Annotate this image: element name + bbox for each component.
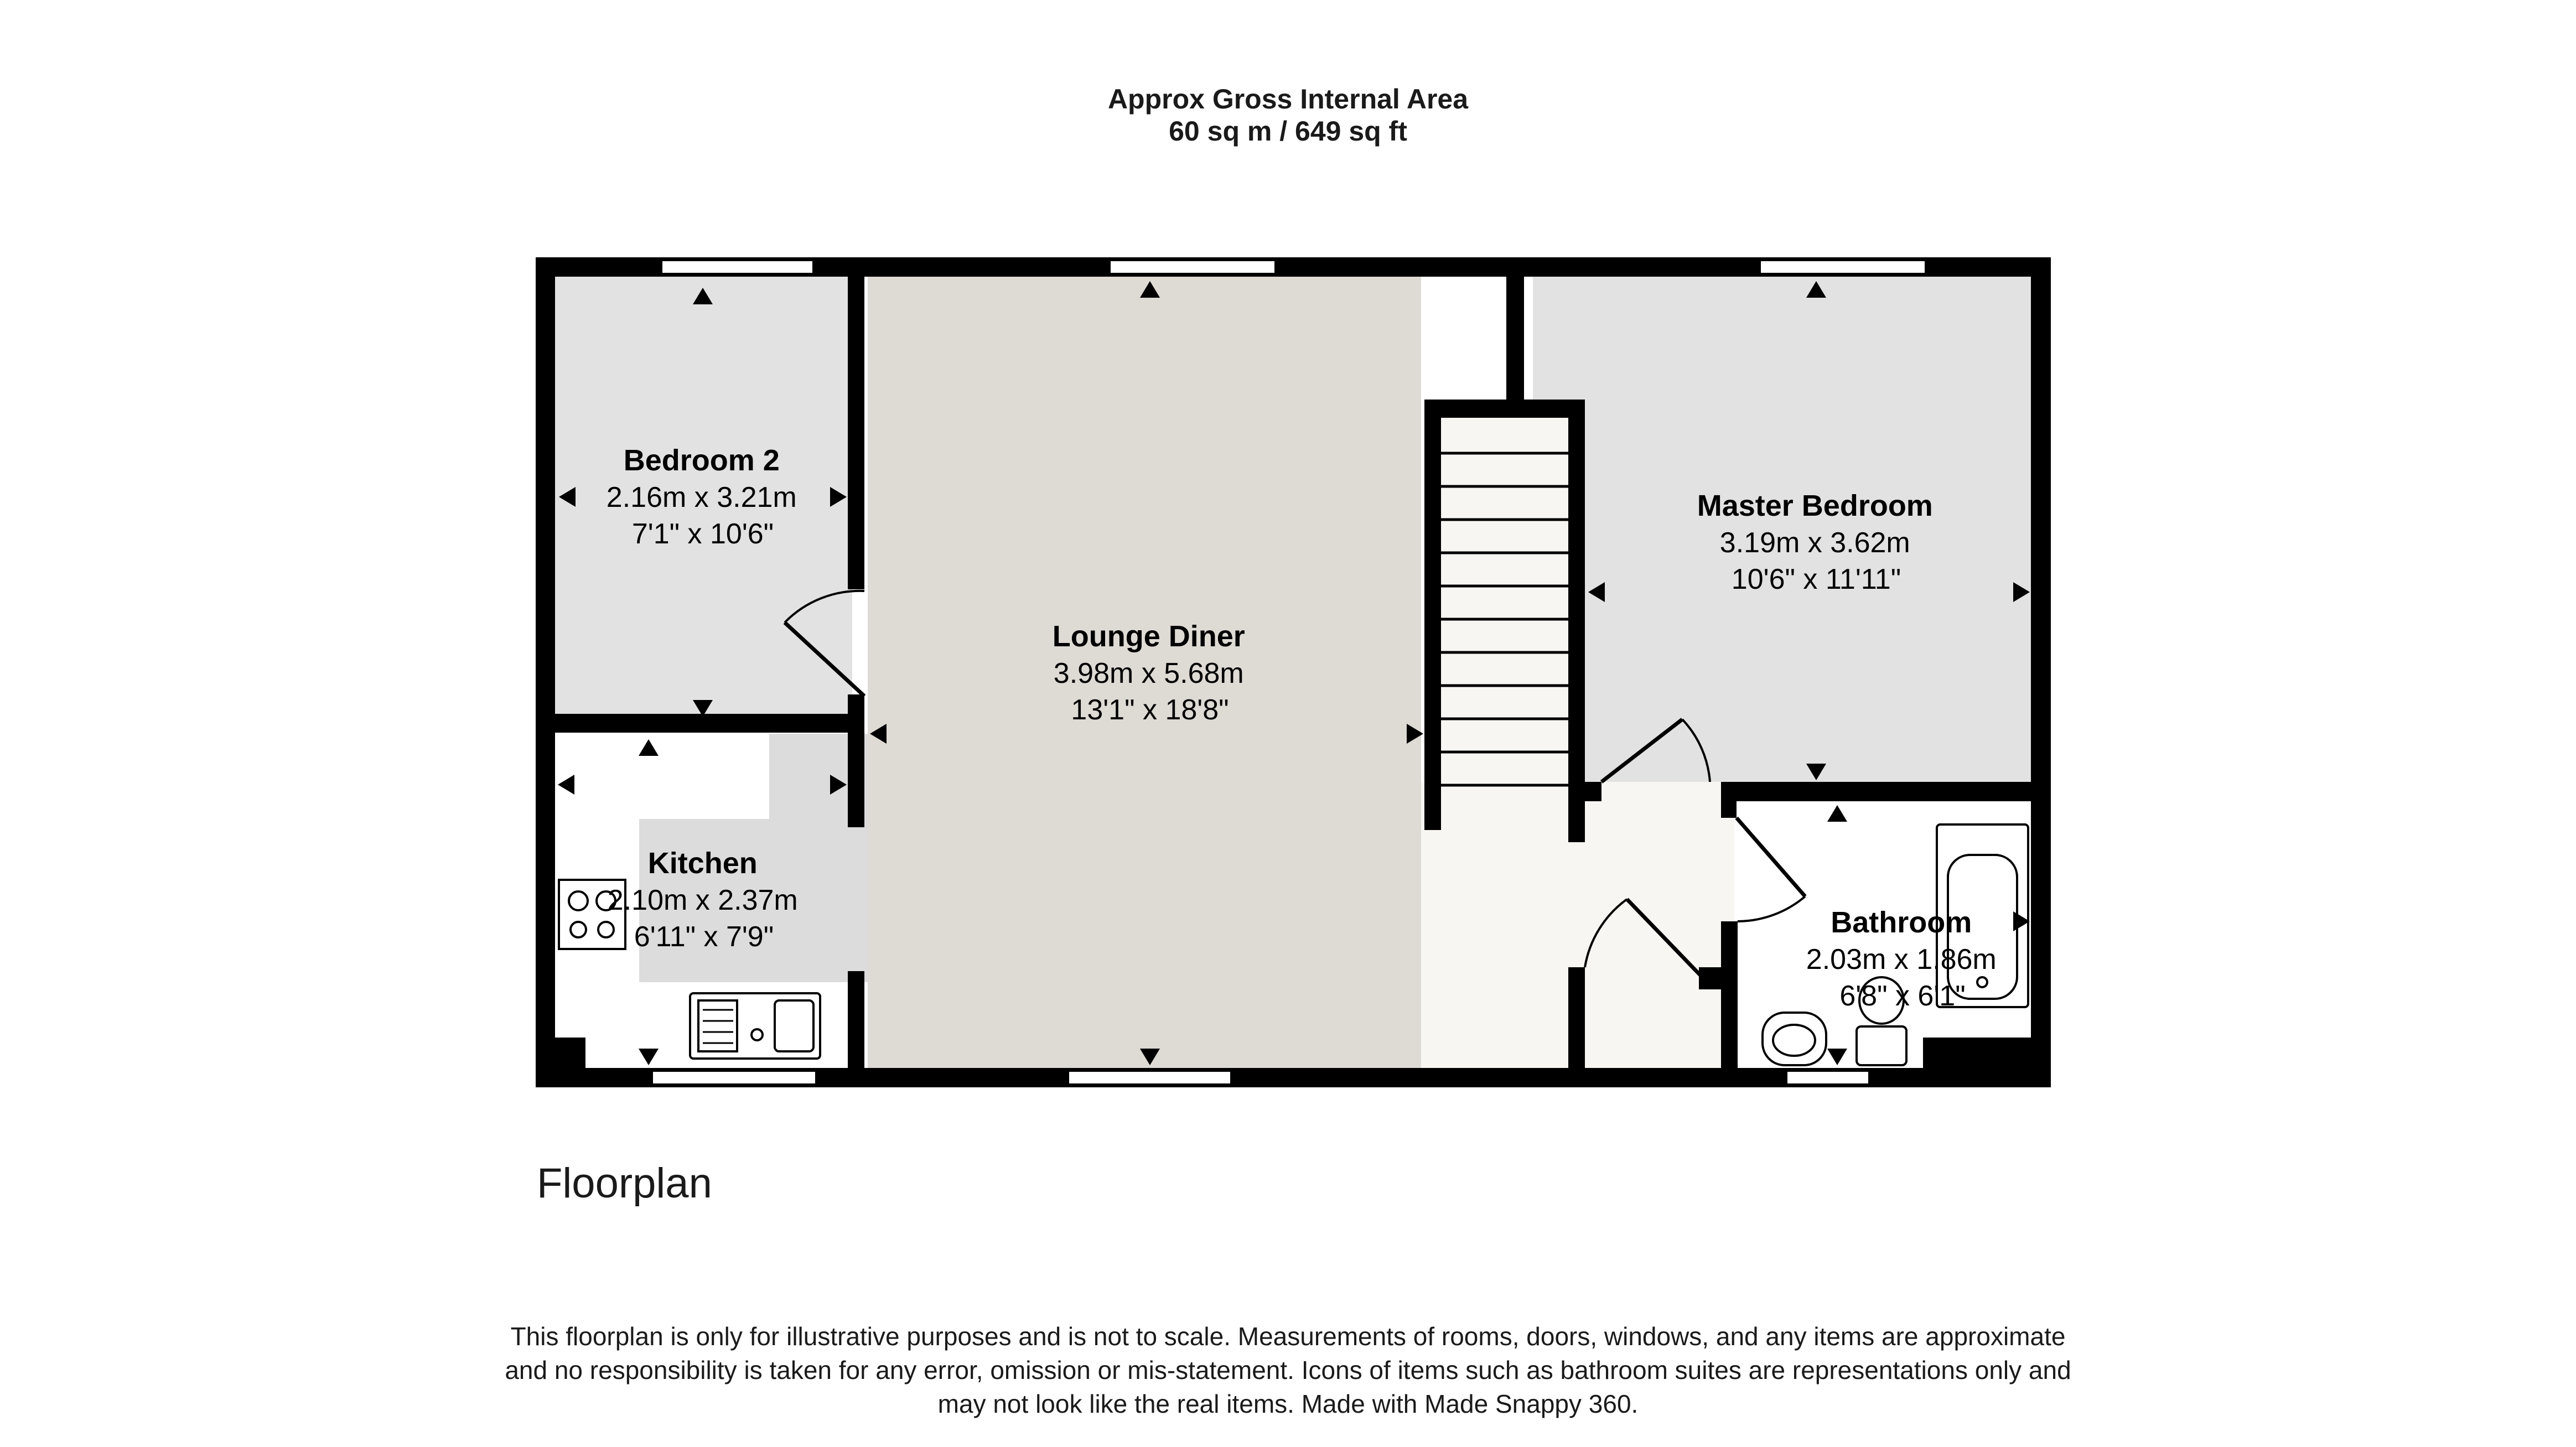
window-bedroom2 (661, 260, 813, 274)
wall-left (536, 257, 555, 1087)
wall-stair-top (1424, 400, 1585, 418)
wall-kitchen-corner (555, 1038, 585, 1068)
floorplan-label: Floorplan (537, 1160, 712, 1207)
wall-kitchen-lounge-stub (848, 971, 864, 1068)
master-metric: 3.19m x 3.62m (1719, 527, 1910, 559)
master-imperial: 10'6" x 11'11" (1731, 563, 1901, 595)
wall-hall-bath-upper (1721, 782, 1737, 818)
bedroom2-name: Bedroom 2 (623, 444, 780, 477)
bedroom2-imperial: 7'1" x 10'6" (631, 518, 774, 550)
washbasin-icon (1763, 1013, 1826, 1065)
wall-bath-corner (1923, 1038, 2031, 1068)
wall-stair-left (1424, 400, 1441, 830)
disclaimer-line-1: This floorplan is only for illustrative purposes and is not to scale. Measurements of rooms, doors, windows, and any items are approximate (510, 1322, 2066, 1351)
wall-hall-bath-lower (1721, 921, 1738, 1068)
disclaimer (443, 1320, 2133, 1421)
wall-hall-master-stub (1585, 782, 1601, 801)
bathroom-name: Bathroom (1831, 906, 1972, 939)
lounge-imperial: 13'1" x 18'8" (1071, 694, 1229, 726)
wall-master-bottom (1727, 782, 2031, 801)
master-label (1697, 489, 1936, 595)
lounge-name: Lounge Diner (1052, 620, 1245, 653)
bedroom2-label (607, 444, 799, 550)
sink-icon (690, 993, 820, 1059)
window-master (1760, 260, 1926, 274)
disclaimer-line-2: and no responsibility is taken for any error, omission or mis-statement. Icons of items such as bathroom suites are representations only and (505, 1356, 2071, 1384)
window-lounge-bottom (1068, 1071, 1231, 1085)
bathroom-metric: 2.03m x 1.86m (1806, 943, 1997, 976)
area-title: Approx Gross Internal Area (1107, 84, 1469, 115)
area-value: 60 sq m / 649 sq ft (1169, 116, 1407, 147)
kitchen-imperial: 6'11" x 7'9" (634, 921, 774, 953)
wall-bed2-kitchen (555, 714, 864, 733)
kitchen-name: Kitchen (647, 847, 758, 880)
window-bathroom (1786, 1071, 1869, 1085)
wall-stair-right (1568, 400, 1585, 842)
bathroom-imperial: 6'8" x 6'1" (1839, 980, 1966, 1012)
bedroom2-metric: 2.16m x 3.21m (606, 481, 797, 514)
master-name: Master Bedroom (1697, 489, 1933, 522)
wall-right (2031, 257, 2051, 1087)
window-lounge-top (1110, 260, 1276, 274)
wall-cupboard-left (1568, 967, 1585, 1068)
wall-bed2-lounge-upper (848, 277, 864, 589)
wall-master-stub (1506, 277, 1524, 400)
disclaimer-line-3: may not look like the real items. Made with Made Snappy 360. (937, 1389, 1639, 1418)
lounge-label (1053, 620, 1247, 726)
kitchen-metric: 2.10m x 2.37m (607, 884, 798, 916)
window-kitchen (652, 1071, 816, 1085)
lounge-metric: 3.98m x 5.68m (1053, 657, 1244, 689)
